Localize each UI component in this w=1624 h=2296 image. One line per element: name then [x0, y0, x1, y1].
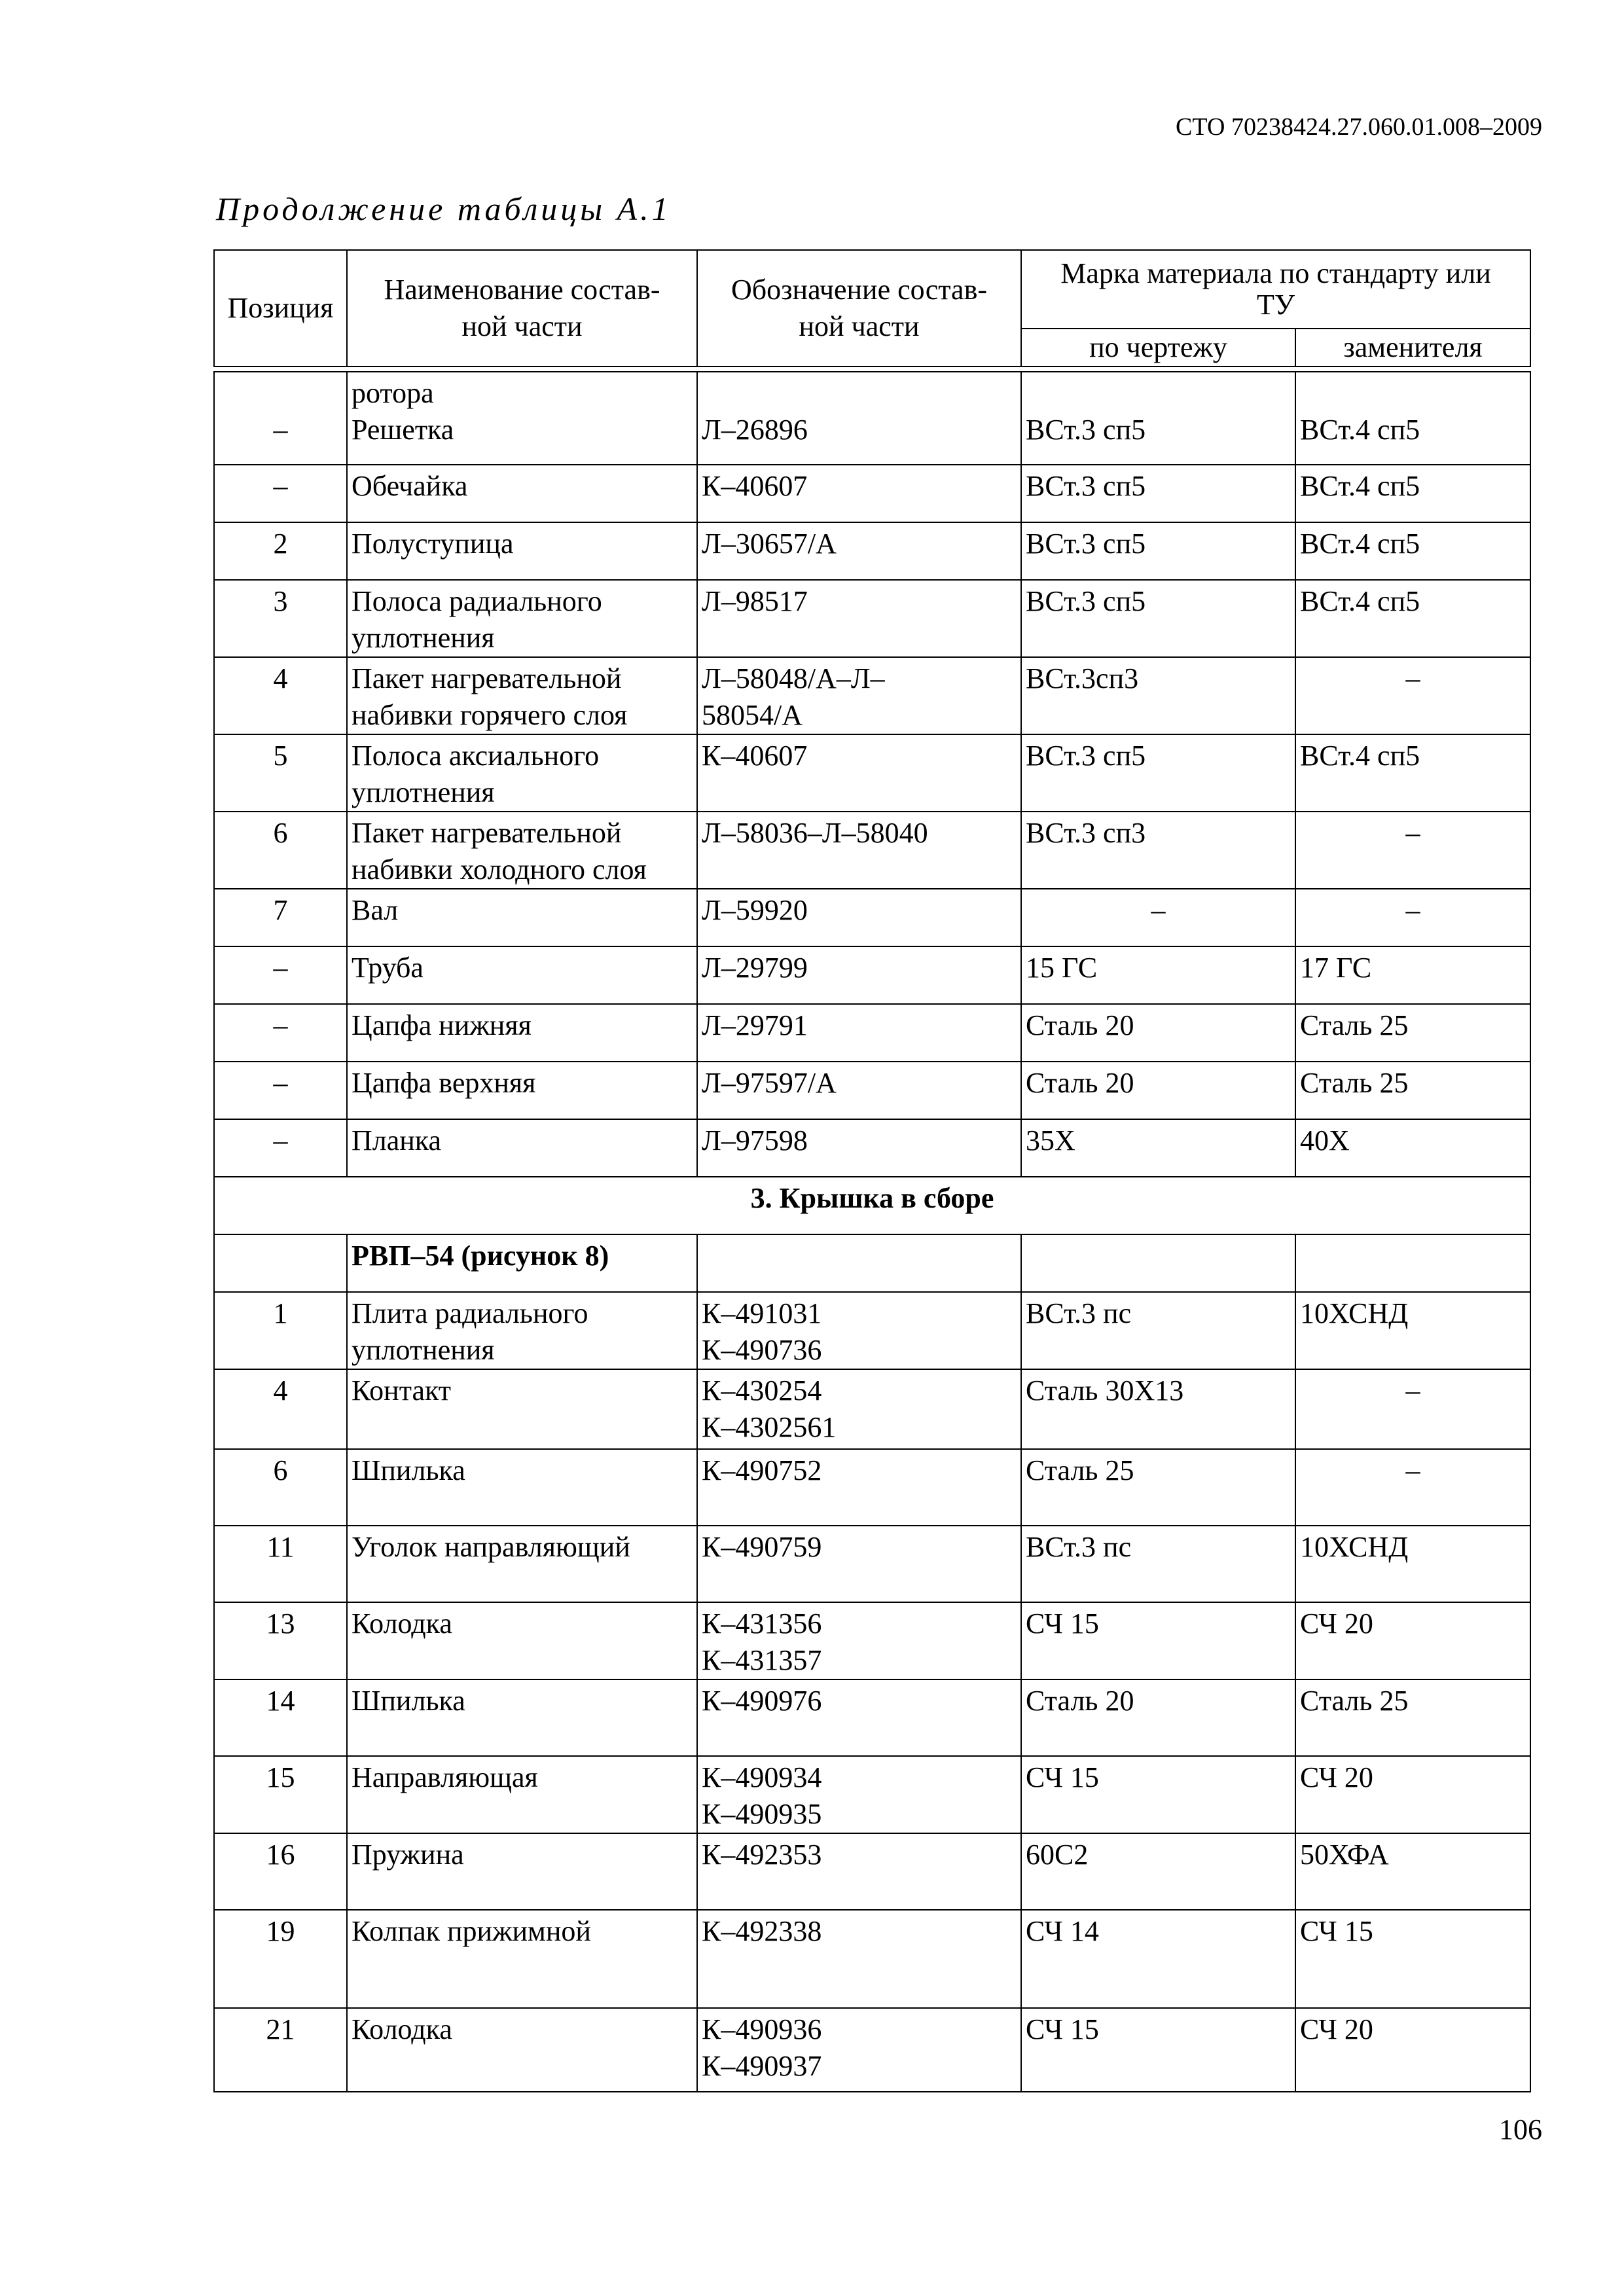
table-row — [214, 1449, 1530, 1526]
table-row — [214, 1369, 1530, 1449]
substitute-cell-line: СЧ 20 — [1300, 1761, 1373, 1793]
substitute-cell — [1295, 657, 1530, 734]
table-row — [214, 946, 1530, 1004]
subheader-empty-cell — [214, 1234, 347, 1292]
designation-cell — [697, 1910, 1021, 2008]
table-section — [214, 1177, 1530, 1292]
substitute-cell — [1295, 812, 1530, 889]
designation-cell-line: К–490752 — [702, 1454, 822, 1486]
name-cell — [347, 1062, 697, 1119]
substitute-cell-line: ВСт.4 сп5 — [1300, 740, 1420, 772]
position-cell — [214, 1756, 347, 1833]
name-cell-line: Колодка — [352, 2013, 452, 2045]
subheader-empty-cell — [1021, 1234, 1295, 1292]
designation-cell-line: К–490934 — [702, 1761, 822, 1793]
position-cell-line: 21 — [266, 2013, 295, 2045]
material-cell-line: – — [1151, 894, 1166, 926]
material-cell — [1021, 734, 1295, 812]
name-cell — [347, 1369, 697, 1449]
material-cell-line: 35Х — [1026, 1124, 1075, 1157]
substitute-cell — [1295, 1833, 1530, 1910]
material-cell — [1021, 372, 1295, 465]
material-cell-line: Сталь 20 — [1026, 1685, 1134, 1717]
substitute-cell-line: Сталь 25 — [1300, 1067, 1409, 1099]
name-cell — [347, 1119, 697, 1177]
name-cell-line: Колодка — [352, 1607, 452, 1640]
substitute-cell — [1295, 1679, 1530, 1756]
position-cell — [214, 1119, 347, 1177]
position-cell-line: – — [273, 1009, 288, 1041]
name-cell-line: Колпак прижимной — [352, 1915, 591, 1947]
name-cell — [347, 889, 697, 946]
designation-cell — [697, 2008, 1021, 2092]
position-cell-line: 5 — [273, 740, 288, 772]
table-row — [214, 1679, 1530, 1756]
designation-cell — [697, 1833, 1021, 1910]
material-cell-line: 60С2 — [1026, 1839, 1089, 1871]
substitute-cell-line: ВСт.4 сп5 — [1300, 470, 1420, 502]
name-cell-line: Обечайка — [352, 470, 468, 502]
material-cell-line: ВСт.3 сп5 — [1026, 528, 1146, 560]
header-by-drawing: по чертежу — [1021, 329, 1295, 367]
name-cell — [347, 657, 697, 734]
name-cell — [347, 1526, 697, 1602]
header-name-line: Наименование состав- — [384, 274, 660, 306]
designation-cell — [697, 1004, 1021, 1062]
table-row — [214, 889, 1530, 946]
name-cell-line: уплотнения — [352, 776, 495, 808]
designation-cell-line: Л–58048/А–Л– — [702, 662, 885, 694]
table-row — [214, 1526, 1530, 1602]
position-cell-line: 11 — [266, 1531, 295, 1563]
material-cell-line: ВСт.3 сп3 — [1026, 817, 1146, 849]
substitute-cell-line: Сталь 25 — [1300, 1009, 1409, 1041]
position-cell — [214, 946, 347, 1004]
designation-cell — [697, 1292, 1021, 1369]
header-designation-line: ной части — [799, 310, 920, 342]
table-row — [214, 1910, 1530, 2008]
name-cell — [347, 1910, 697, 2008]
material-cell — [1021, 1602, 1295, 1679]
substitute-cell-line: 50ХФА — [1300, 1839, 1389, 1871]
designation-cell-line: Л–97598 — [702, 1124, 808, 1157]
separator-cell — [347, 367, 697, 372]
separator-cell — [214, 367, 347, 372]
designation-cell-line: К–490937 — [702, 2050, 822, 2082]
designation-cell-line — [702, 375, 1017, 412]
substitute-cell — [1295, 1119, 1530, 1177]
table-caption: Продолжение таблицы А.1 — [216, 190, 672, 227]
designation-cell — [697, 1679, 1021, 1756]
table-body-part2 — [214, 1292, 1530, 2092]
material-cell-line: ВСт.3 сп5 — [1026, 414, 1146, 446]
subheader-title: РВП–54 (рисунок 8) — [347, 1234, 697, 1292]
name-cell-line: Цапфа верхняя — [352, 1067, 536, 1099]
table-row — [214, 522, 1530, 580]
position-cell — [214, 1004, 347, 1062]
table-row — [214, 580, 1530, 657]
name-cell-line: набивки холодного слоя — [352, 853, 647, 886]
designation-cell-line: Л–58036–Л–58040 — [702, 817, 928, 849]
position-cell-line: 4 — [273, 662, 288, 694]
material-cell-line: Сталь 30Х13 — [1026, 1374, 1184, 1407]
designation-cell — [697, 1602, 1021, 1679]
name-cell-line: Полоса радиального — [352, 585, 602, 617]
designation-cell — [697, 1119, 1021, 1177]
material-cell — [1021, 2008, 1295, 2092]
table-row — [214, 812, 1530, 889]
designation-cell-line: К–431357 — [702, 1644, 822, 1676]
substitute-cell-line: Сталь 25 — [1300, 1685, 1409, 1717]
position-cell-line: 7 — [273, 894, 288, 926]
position-cell — [214, 1910, 347, 2008]
designation-cell-line: К–430254 — [702, 1374, 822, 1407]
designation-cell — [697, 946, 1021, 1004]
substitute-cell — [1295, 1910, 1530, 2008]
material-cell — [1021, 522, 1295, 580]
materials-table — [213, 249, 1531, 2092]
name-cell-line: уплотнения — [352, 622, 495, 654]
designation-cell-line: Л–29791 — [702, 1009, 808, 1041]
header-material — [1021, 250, 1530, 329]
substitute-cell — [1295, 1602, 1530, 1679]
table-row — [214, 1292, 1530, 1369]
position-cell — [214, 657, 347, 734]
substitute-cell-line: 17 ГС — [1300, 952, 1372, 984]
subheader-empty-cell — [697, 1234, 1021, 1292]
substitute-cell — [1295, 1449, 1530, 1526]
header-material-line: ТУ — [1256, 289, 1295, 321]
name-cell-line: Цапфа нижняя — [352, 1009, 532, 1041]
designation-cell — [697, 657, 1021, 734]
header-designation — [697, 250, 1021, 367]
material-cell — [1021, 1062, 1295, 1119]
material-cell-line: ВСт.3 сп5 — [1026, 740, 1146, 772]
table-body-part1 — [214, 367, 1530, 1177]
name-cell-line: Плита радиального — [352, 1297, 588, 1329]
name-cell — [347, 1449, 697, 1526]
designation-cell-line: К–492353 — [702, 1839, 822, 1871]
substitute-cell — [1295, 734, 1530, 812]
substitute-cell-line: СЧ 20 — [1300, 1607, 1373, 1640]
material-cell-line: СЧ 15 — [1026, 1761, 1099, 1793]
substitute-cell-line: 40Х — [1300, 1124, 1350, 1157]
position-cell-line: 16 — [266, 1839, 295, 1871]
table-row — [214, 1119, 1530, 1177]
designation-cell — [697, 580, 1021, 657]
designation-cell — [697, 1449, 1021, 1526]
table-row — [214, 1004, 1530, 1062]
table-header — [214, 250, 1530, 367]
name-cell — [347, 1292, 697, 1369]
position-cell — [214, 1062, 347, 1119]
material-cell — [1021, 465, 1295, 522]
designation-cell-line: Л–59920 — [702, 894, 808, 926]
substitute-cell — [1295, 946, 1530, 1004]
table-row — [214, 465, 1530, 522]
material-cell-line: СЧ 15 — [1026, 2013, 1099, 2045]
substitute-cell-line: СЧ 20 — [1300, 2013, 1373, 2045]
name-cell-line: Уголок направляющий — [352, 1531, 630, 1563]
position-cell-line: 19 — [266, 1915, 295, 1947]
material-cell — [1021, 812, 1295, 889]
designation-cell-line: К–490935 — [702, 1798, 822, 1830]
position-cell-line: – — [273, 1124, 288, 1157]
name-cell-line: Планка — [352, 1124, 442, 1157]
table-row — [214, 1756, 1530, 1833]
position-cell-line: – — [273, 414, 288, 446]
material-cell-line: ВСт.3 сп5 — [1026, 585, 1146, 617]
designation-cell-line: К–490759 — [702, 1531, 822, 1563]
name-cell-line: Пакет нагревательной — [352, 817, 622, 849]
designation-cell — [697, 465, 1021, 522]
designation-cell-line: К–4302561 — [702, 1411, 837, 1443]
material-cell-line: ВСт.3 сп5 — [1026, 470, 1146, 502]
name-cell — [347, 946, 697, 1004]
material-cell — [1021, 1910, 1295, 2008]
designation-cell-line: Л–30657/А — [702, 528, 837, 560]
position-cell — [214, 2008, 347, 2092]
designation-cell — [697, 1369, 1021, 1449]
position-cell — [214, 1292, 347, 1369]
name-cell-line: Вал — [352, 894, 399, 926]
position-cell-line: 2 — [273, 528, 288, 560]
designation-cell — [697, 372, 1021, 465]
substitute-cell-line: СЧ 15 — [1300, 1915, 1373, 1947]
designation-cell-line: К–490736 — [702, 1334, 822, 1366]
name-cell-line: Полоса аксиального — [352, 740, 600, 772]
name-cell — [347, 1004, 697, 1062]
material-cell-line: Сталь 25 — [1026, 1454, 1134, 1486]
material-cell — [1021, 657, 1295, 734]
designation-cell-line: К–492338 — [702, 1915, 822, 1947]
name-cell-line: уплотнения — [352, 1334, 495, 1366]
substitute-cell — [1295, 1004, 1530, 1062]
position-cell — [214, 1369, 347, 1449]
header-position: Позиция — [214, 250, 347, 367]
substitute-cell — [1295, 1369, 1530, 1449]
header-designation-line: Обозначение состав- — [731, 274, 987, 306]
name-cell-line: Пружина — [352, 1839, 464, 1871]
substitute-cell-line: ВСт.4 сп5 — [1300, 528, 1420, 560]
header-name — [347, 250, 697, 367]
designation-cell — [697, 1062, 1021, 1119]
position-cell — [214, 1602, 347, 1679]
position-cell — [214, 1449, 347, 1526]
name-cell — [347, 1679, 697, 1756]
position-cell-line: 14 — [266, 1685, 295, 1717]
material-cell-line: СЧ 15 — [1026, 1607, 1099, 1640]
name-cell-line: ротора — [352, 377, 434, 409]
separator-cell — [697, 367, 1021, 372]
designation-cell-line: Л–97597/А — [702, 1067, 837, 1099]
substitute-cell-line: – — [1405, 662, 1420, 694]
position-cell-line: 15 — [266, 1761, 295, 1793]
name-cell-line: набивки горячего слоя — [352, 699, 628, 731]
position-cell — [214, 580, 347, 657]
position-cell-line: 1 — [273, 1297, 288, 1329]
material-cell — [1021, 1526, 1295, 1602]
substitute-cell-line: – — [1405, 817, 1420, 849]
substitute-cell-line: – — [1405, 1454, 1420, 1486]
name-cell-line: Труба — [352, 952, 424, 984]
designation-cell-line: 58054/А — [702, 699, 803, 731]
table-row — [214, 372, 1530, 465]
table-row — [214, 1833, 1530, 1910]
name-cell-line: Полуступица — [352, 528, 514, 560]
table-row — [214, 657, 1530, 734]
table-row — [214, 1062, 1530, 1119]
material-cell-line: Сталь 20 — [1026, 1067, 1134, 1099]
substitute-cell — [1295, 1526, 1530, 1602]
name-cell — [347, 2008, 697, 2092]
subheader-empty-cell — [1295, 1234, 1530, 1292]
header-substitute: заменителя — [1295, 329, 1530, 367]
name-cell-line: Решетка — [352, 414, 454, 446]
substitute-cell — [1295, 1292, 1530, 1369]
header-material-line: Марка материала по стандарту или — [1060, 257, 1491, 289]
position-cell — [214, 1526, 347, 1602]
separator-cell — [1295, 367, 1530, 372]
substitute-cell — [1295, 372, 1530, 465]
name-cell — [347, 1756, 697, 1833]
name-cell — [347, 522, 697, 580]
designation-cell-line: К–40607 — [702, 740, 808, 772]
designation-cell-line: К–490936 — [702, 2013, 822, 2045]
position-cell — [214, 372, 347, 465]
material-cell — [1021, 580, 1295, 657]
position-cell-line: 6 — [273, 1454, 288, 1486]
material-cell-line: ВСт.3сп3 — [1026, 662, 1139, 694]
position-cell — [214, 734, 347, 812]
page-number: 106 — [1499, 2113, 1542, 2145]
position-cell-line: 4 — [273, 1374, 288, 1407]
position-cell-line: – — [273, 1067, 288, 1099]
name-cell — [347, 580, 697, 657]
material-cell — [1021, 946, 1295, 1004]
header-separator — [214, 367, 1530, 372]
name-cell — [347, 1833, 697, 1910]
designation-cell-line: К–490976 — [702, 1685, 822, 1717]
position-cell — [214, 812, 347, 889]
name-cell — [347, 372, 697, 465]
designation-cell — [697, 1756, 1021, 1833]
designation-cell-line: К–491031 — [702, 1297, 822, 1329]
material-cell-line: СЧ 14 — [1026, 1915, 1099, 1947]
table-row — [214, 2008, 1530, 2092]
position-cell-line: – — [273, 952, 288, 984]
substitute-cell-line: 10ХСНД — [1300, 1297, 1409, 1329]
designation-cell-line: Л–26896 — [702, 414, 808, 446]
position-cell-line: – — [273, 470, 288, 502]
substitute-cell — [1295, 522, 1530, 580]
designation-cell-line: К–431356 — [702, 1607, 822, 1640]
designation-cell-line: Л–98517 — [702, 585, 808, 617]
substitute-cell-line — [1300, 375, 1526, 412]
material-cell — [1021, 1004, 1295, 1062]
name-cell-line: Контакт — [352, 1374, 452, 1407]
material-cell-line: 15 ГС — [1026, 952, 1098, 984]
substitute-cell — [1295, 580, 1530, 657]
substitute-cell — [1295, 1756, 1530, 1833]
designation-cell — [697, 734, 1021, 812]
position-cell-line: 3 — [273, 585, 288, 617]
substitute-cell-line: – — [1405, 1374, 1420, 1407]
position-cell-line: 13 — [266, 1607, 295, 1640]
substitute-cell-line: ВСт.4 сп5 — [1300, 414, 1420, 446]
name-cell-line: Направляющая — [352, 1761, 538, 1793]
substitute-cell-line: ВСт.4 сп5 — [1300, 585, 1420, 617]
position-cell — [214, 522, 347, 580]
material-cell-line — [1026, 375, 1291, 412]
position-cell — [214, 1833, 347, 1910]
position-cell — [214, 465, 347, 522]
material-cell — [1021, 1119, 1295, 1177]
material-cell — [1021, 1756, 1295, 1833]
table-row — [214, 734, 1530, 812]
section-title: 3. Крышка в сборе — [214, 1177, 1530, 1234]
material-cell — [1021, 889, 1295, 946]
designation-cell — [697, 522, 1021, 580]
name-cell-line: Шпилька — [352, 1685, 465, 1717]
material-cell — [1021, 1833, 1295, 1910]
name-cell — [347, 812, 697, 889]
material-cell-line: ВСт.3 пс — [1026, 1297, 1132, 1329]
position-cell-line: 6 — [273, 817, 288, 849]
document-code: СТО 70238424.27.060.01.008–2009 — [1176, 113, 1542, 141]
material-cell — [1021, 1449, 1295, 1526]
name-cell — [347, 734, 697, 812]
substitute-cell — [1295, 1062, 1530, 1119]
designation-cell — [697, 812, 1021, 889]
header-name-line: ной части — [461, 310, 583, 342]
material-cell — [1021, 1292, 1295, 1369]
substitute-cell — [1295, 465, 1530, 522]
designation-cell-line: Л–29799 — [702, 952, 808, 984]
table-row — [214, 1602, 1530, 1679]
position-cell — [214, 889, 347, 946]
designation-cell-line: К–40607 — [702, 470, 808, 502]
material-cell — [1021, 1679, 1295, 1756]
designation-cell — [697, 889, 1021, 946]
material-cell — [1021, 1369, 1295, 1449]
substitute-cell — [1295, 2008, 1530, 2092]
name-cell — [347, 465, 697, 522]
material-cell-line: Сталь 20 — [1026, 1009, 1134, 1041]
name-cell — [347, 1602, 697, 1679]
substitute-cell-line: 10ХСНД — [1300, 1531, 1409, 1563]
separator-cell — [1021, 367, 1295, 372]
name-cell-line: Шпилька — [352, 1454, 465, 1486]
substitute-cell-line: – — [1405, 894, 1420, 926]
name-cell-line: Пакет нагревательной — [352, 662, 622, 694]
position-cell — [214, 1679, 347, 1756]
substitute-cell — [1295, 889, 1530, 946]
material-cell-line: ВСт.3 пс — [1026, 1531, 1132, 1563]
designation-cell — [697, 1526, 1021, 1602]
